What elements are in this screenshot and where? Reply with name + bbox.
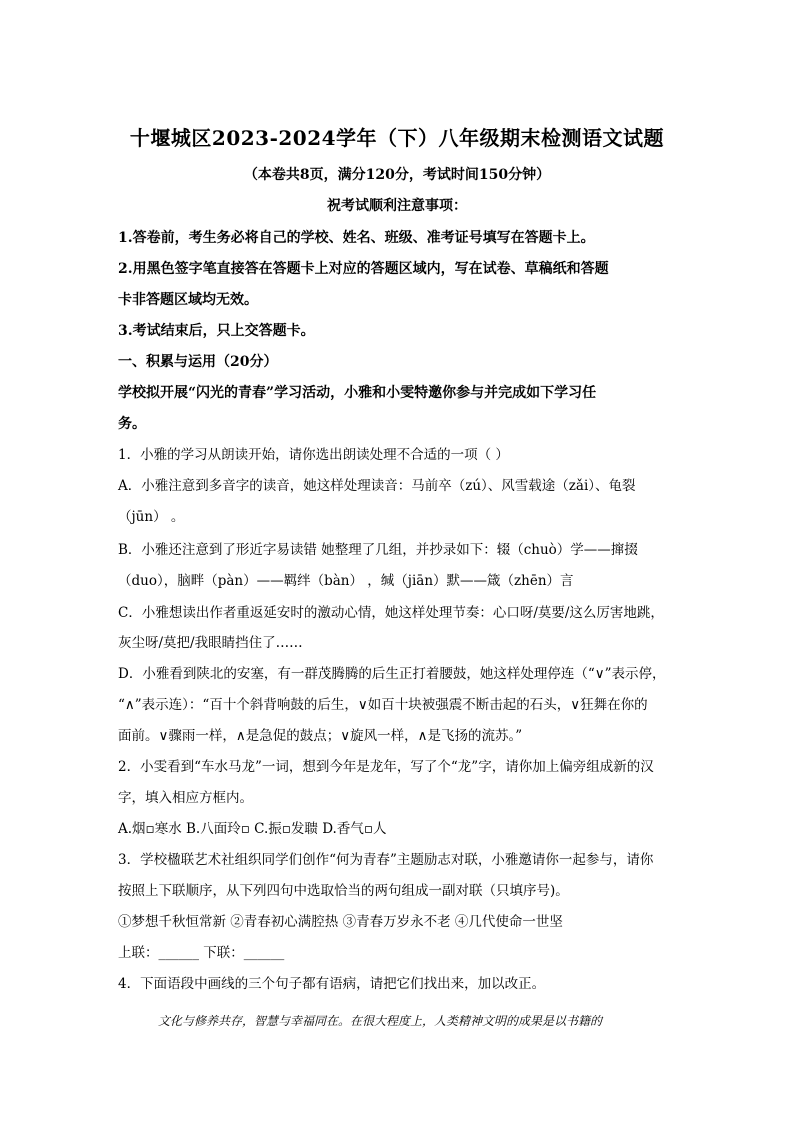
- question-2-stem: 2．小雯看到“车水马龙”一词，想到今年是龙年，写了个“龙”字，请你加上偏旁组成新的汉: [118, 759, 654, 775]
- question-2-options: A.烟▫寒水 B.八面玲▫ C.振▫发聩 D.香气▫人: [118, 821, 387, 837]
- question-3-options: ①梦想千秋恒常新 ②青春初心满腔热 ③青春万岁永不老 ④几代使命一世坚: [118, 914, 563, 930]
- question-1-option-b: （duo），脑畔（pàn）——羁绊（bàn） ，缄（jiān）默——箴（zhēn）言: [118, 573, 574, 589]
- notice-title: 祝考试顺利注意事项：: [327, 198, 467, 214]
- question-4-stem: 4．下面语段中画线的三个句子都有语病，请把它们找出来，加以改正。: [118, 976, 546, 992]
- section-heading: 一、积累与运用（20分）: [118, 354, 278, 370]
- question-3-stem: 按照上下联顺序，从下列四句中选取恰当的两句组成一副对联（只填序号)。: [118, 883, 569, 899]
- exam-subtitle: （本卷共8页，满分120分，考试时间150分钟）: [243, 167, 551, 183]
- notice-item: 卡非答题区域均无效。: [118, 292, 258, 308]
- question-3-answer-blanks: 上联：______ 下联：______: [118, 945, 285, 961]
- question-1-option-c: C．小雅想读出作者重返延安时的激动心情，她这样处理节奏：心口呀/莫要/这么厉害地跳，: [118, 605, 664, 621]
- question-1-option-c: 灰尘呀/莫把/我眼睛挡住了……: [118, 635, 303, 651]
- notice-item: 2.用黑色签字笔直接答在答题卡上对应的答题区域内，写在试卷、草稿纸和答题: [118, 261, 609, 277]
- question-1-stem: 1．小雅的学习从朗读开始，请你选出朗读处理不合适的一项（ ）: [118, 447, 509, 463]
- notice-item: 3.考试结束后，只上交答题卡。: [118, 323, 315, 339]
- question-1-option-b: B．小雅还注意到了形近字易读错 她整理了几组，并抄录如下：辍（chuò）学——撺掇: [118, 542, 638, 558]
- question-3-stem: 3．学校楹联艺术社组织同学们创作“何为青春”主题励志对联，小雅邀请你一起参与，请你: [118, 852, 654, 868]
- notice-item: 1.答卷前，考生务必将自己的学校、姓名、班级、准考证号填写在答题卡上。: [118, 230, 595, 246]
- question-1-option-d: “∧”表示连）：“百十个斜背响鼓的后生，∨如百十块被强震不断击起的石头，∨狂舞在你的: [118, 697, 648, 713]
- question-1-option-a: （jūn） 。: [118, 509, 185, 525]
- question-1-option-a: A．小雅注意到多音字的读音，她这样处理读音：马前卒（zú）、风雪载途（zǎi）、龟裂: [118, 478, 636, 494]
- question-1-option-d: 面前。∨骤雨一样，∧是急促的鼓点；∨旋风一样，∧是飞扬的流苏。”: [118, 728, 523, 744]
- section-intro: 学校拟开展“闪光的青春”学习活动，小雅和小雯特邀你参与并完成如下学习任: [118, 385, 597, 401]
- question-2-stem: 字，填入相应方框内。: [118, 790, 253, 806]
- question-1-option-d: D．小雅看到陕北的安塞，有一群茂腾腾的后生正打着腰鼓，她这样处理停连（“∨”表示停，: [118, 666, 666, 682]
- question-4-passage: 文化与修养共存，智慧与幸福同在。在很大程度上，人类精神文明的成果是以书籍的: [158, 1014, 603, 1028]
- exam-title: 十堰城区2023-2024学年（下）八年级期末检测语文试题: [129, 126, 665, 150]
- section-intro: 务。: [118, 416, 146, 432]
